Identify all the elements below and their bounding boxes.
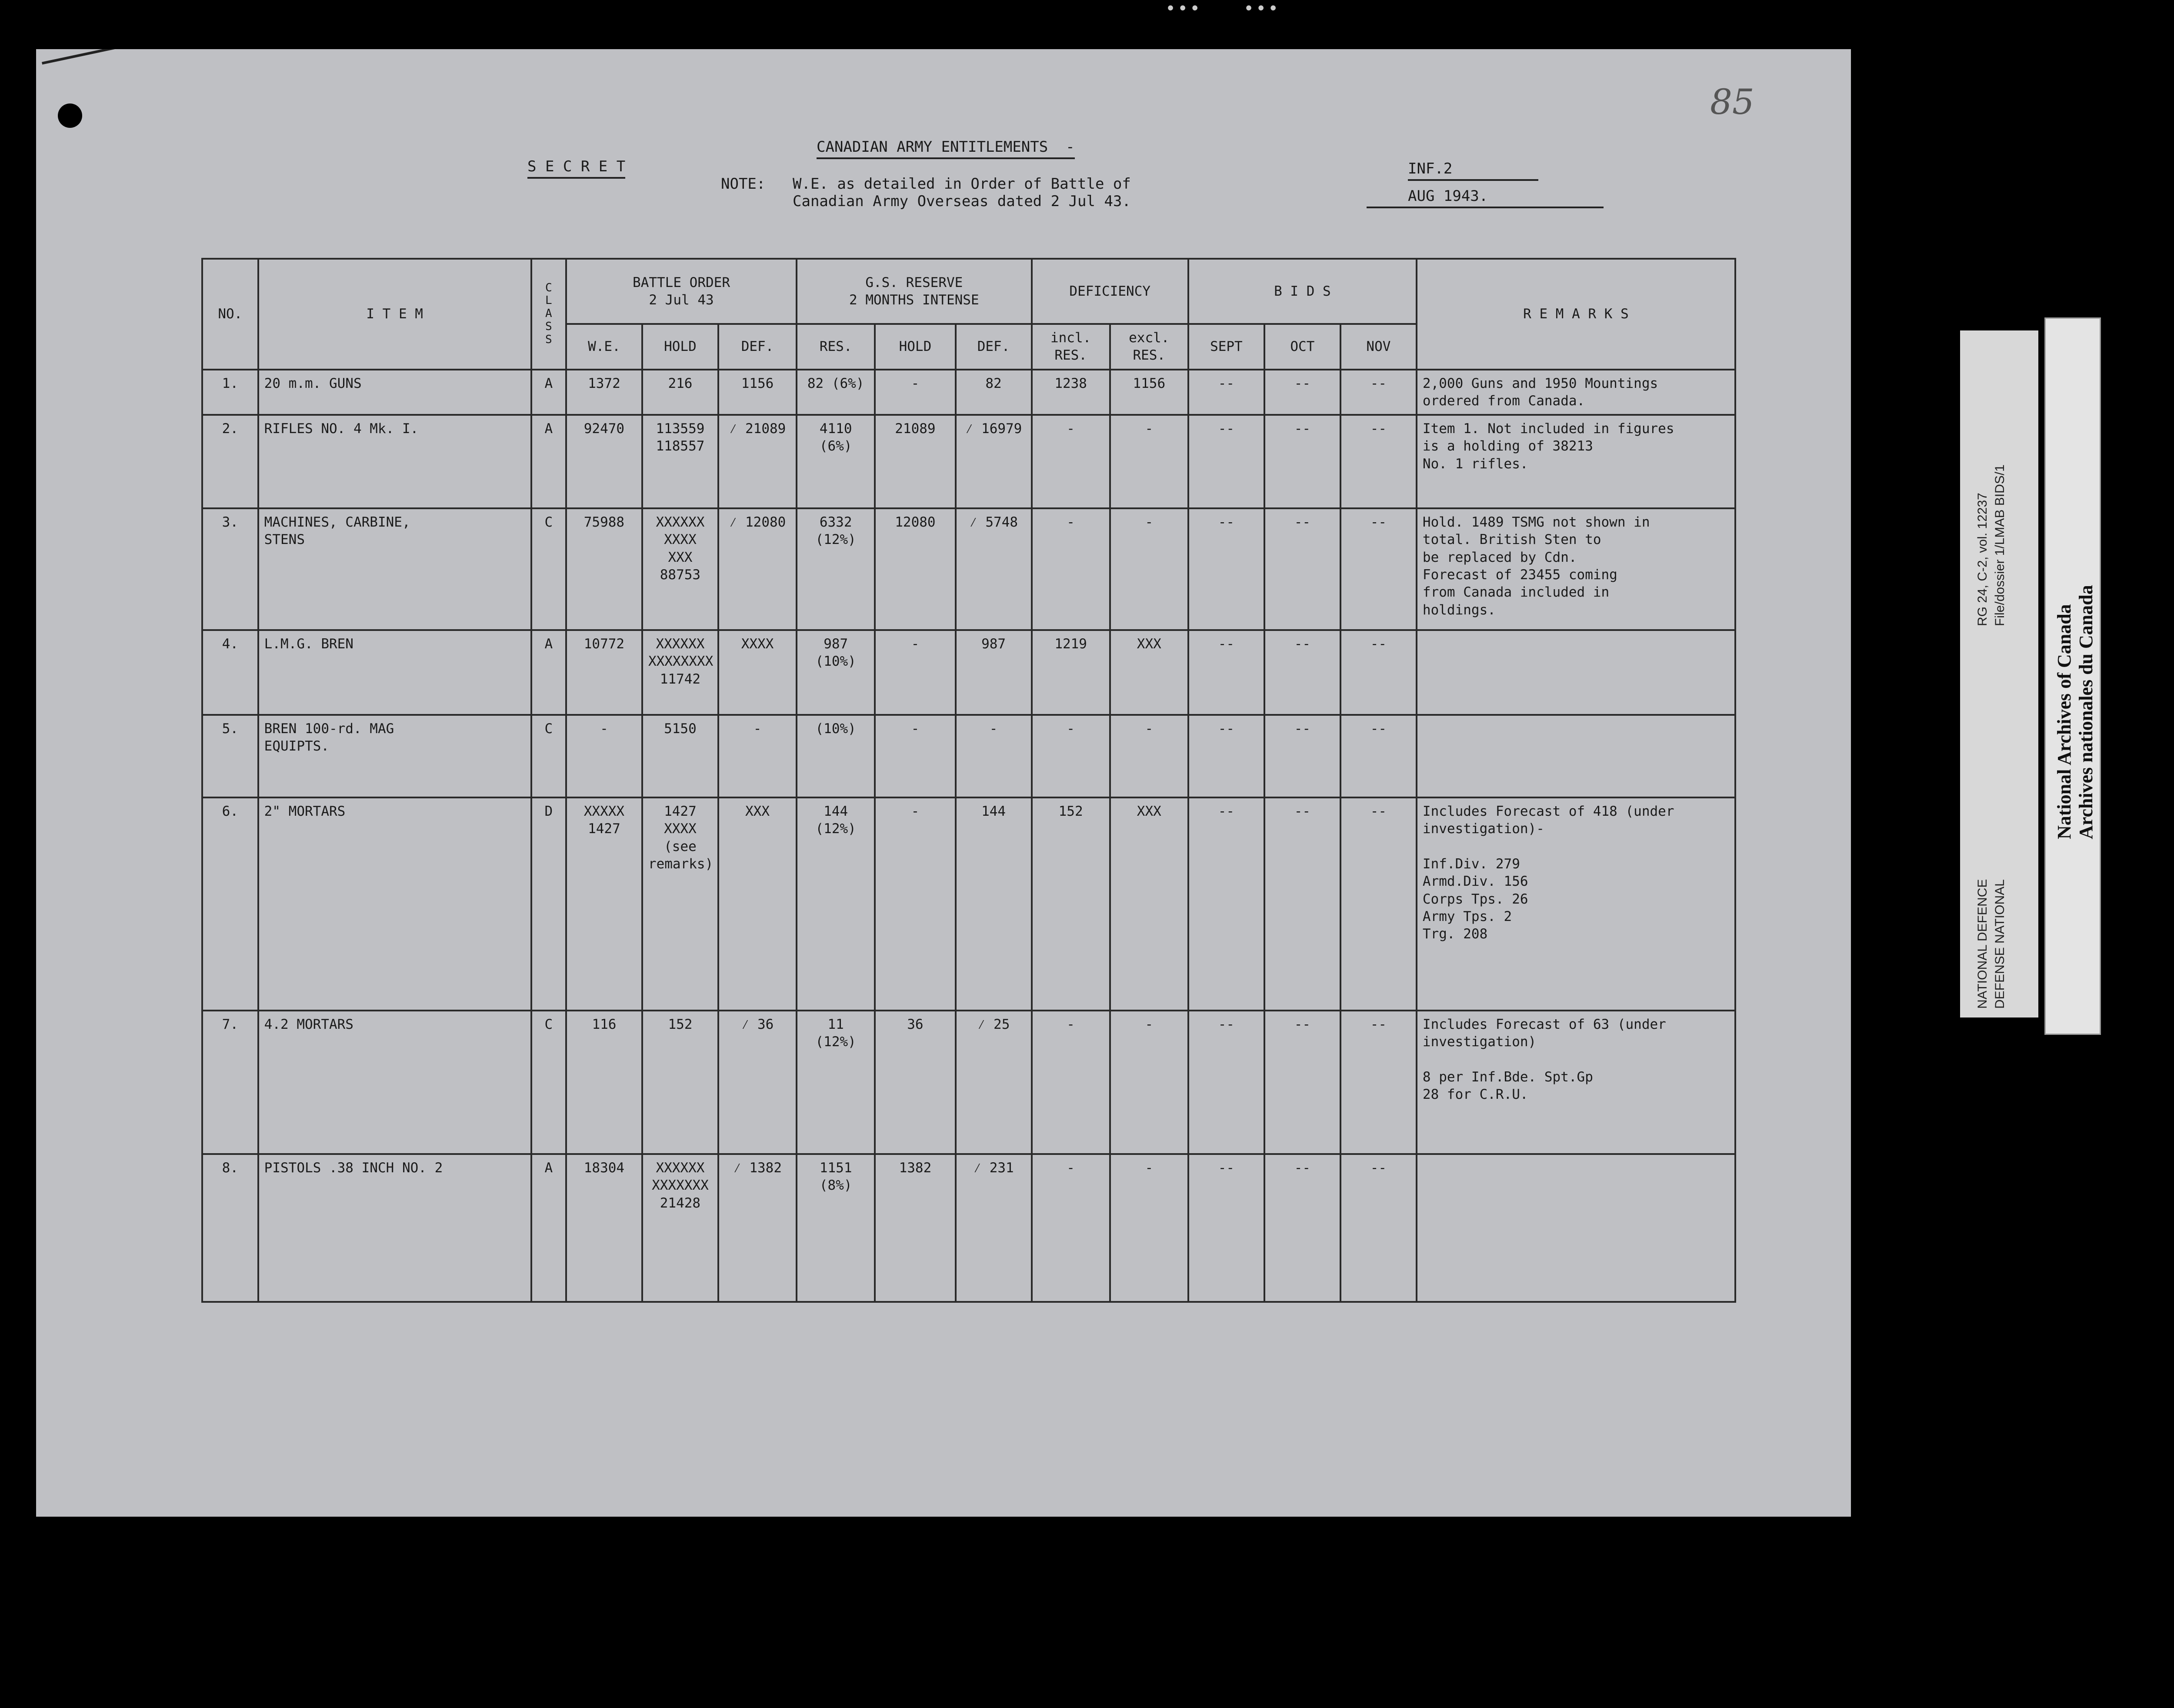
cell-bids-sept: -- (1188, 715, 1264, 797)
cell-deficiency-incl-res: - (1032, 715, 1110, 797)
cell-deficiency-excl-res: XXX (1110, 630, 1188, 715)
cell-reserve-def: ⁄ 5748 (956, 508, 1032, 630)
cell-class: D (531, 797, 566, 1011)
col-header-class: C L A S S (531, 259, 566, 370)
cell-bids-sept: -- (1188, 1154, 1264, 1302)
cell-deficiency-excl-res: - (1110, 508, 1188, 630)
col-header-item: I T E M (258, 259, 531, 370)
cell-battle-def: ⁄ 36 (718, 1011, 797, 1154)
cell-item-name: 4.2 MORTARS (258, 1011, 531, 1154)
cell-reserve-res: 1151 (8%) (797, 1154, 875, 1302)
cell-bids-nov: -- (1340, 415, 1417, 508)
table-row (202, 630, 1735, 715)
table-row (202, 370, 1735, 415)
corner-staple-mark (42, 49, 126, 99)
cell-bids-nov: -- (1340, 1154, 1417, 1302)
note-line-1: W.E. as detailed in Order of Battle of (793, 175, 1131, 193)
entitlements-table (201, 258, 1736, 1303)
top-mark-right: ••• (1244, 0, 1280, 19)
cell-reserve-def: ⁄ 25 (956, 1011, 1032, 1154)
cell-bids-nov: -- (1340, 1011, 1417, 1154)
stamp-line-2: Archives nationales du Canada (2075, 585, 2097, 839)
cell-bids-oct: -- (1264, 715, 1340, 797)
cell-deficiency-incl-res: - (1032, 415, 1110, 508)
cell-remarks: Hold. 1489 TSMG not shown in total. British Sten to be replaced by Cdn. Forecast of 23455 coming from Canada included in holdings. (1417, 508, 1735, 630)
cell-we: 75988 (566, 508, 642, 630)
cell-bids-sept: -- (1188, 508, 1264, 630)
col-header-nov: NOV (1340, 324, 1417, 370)
cell-reserve-res: 11 (12%) (797, 1011, 875, 1154)
cell-class: C (531, 715, 566, 797)
cell-reserve-def: 987 (956, 630, 1032, 715)
cell-we: 1372 (566, 370, 642, 415)
cell-remarks: Includes Forecast of 418 (under investigation)- Inf.Div. 279 Armd.Div. 156 Corps Tps. 26 Army Tps. 2 Trg. 208 (1417, 797, 1735, 1011)
cell-we: XXXXX 1427 (566, 797, 642, 1011)
col-header-deficiency: DEFICIENCY (1032, 259, 1188, 324)
col-header-excl-res: excl. RES. (1110, 324, 1188, 370)
cell-bids-oct: -- (1264, 797, 1340, 1011)
cell-reserve-hold: - (875, 370, 955, 415)
col-header-res-hold: HOLD (875, 324, 955, 370)
cell-reserve-hold: 1382 (875, 1154, 955, 1302)
cell-remarks (1417, 715, 1735, 797)
cell-row-number: 8. (202, 1154, 258, 1302)
cell-row-number: 1. (202, 370, 258, 415)
cell-bids-nov: -- (1340, 370, 1417, 415)
archive-dept-line-1: NATIONAL DEFENCE (1975, 879, 1990, 1009)
cell-bids-oct: -- (1264, 1011, 1340, 1154)
cell-battle-def: XXX (718, 797, 797, 1011)
cell-bids-oct: -- (1264, 370, 1340, 415)
cell-bids-sept: -- (1188, 797, 1264, 1011)
col-header-res-def: DEF. (956, 324, 1032, 370)
cell-deficiency-excl-res: - (1110, 415, 1188, 508)
cell-bids-nov: -- (1340, 508, 1417, 630)
cell-deficiency-incl-res: 152 (1032, 797, 1110, 1011)
cell-battle-def: ⁄ 12080 (718, 508, 797, 630)
cell-reserve-res: 6332 (12%) (797, 508, 875, 630)
cell-class: C (531, 1011, 566, 1154)
cell-bids-oct: -- (1264, 508, 1340, 630)
cell-deficiency-incl-res: 1238 (1032, 370, 1110, 415)
col-header-res: RES. (797, 324, 875, 370)
cell-reserve-hold: - (875, 715, 955, 797)
cell-item-name: BREN 100-rd. MAG EQUIPTS. (258, 715, 531, 797)
cell-row-number: 7. (202, 1011, 258, 1154)
cell-reserve-def: ⁄ 16979 (956, 415, 1032, 508)
col-header-we: W.E. (566, 324, 642, 370)
archive-ref-line-2: File/dossier 1/LMAB BIDS/1 (1993, 464, 2007, 626)
col-header-remarks: R E M A R K S (1417, 259, 1735, 370)
national-archives-stamp (2044, 317, 2101, 1035)
cell-battle-hold: XXXXXX XXXXXXXX 11742 (642, 630, 718, 715)
cell-battle-hold: 216 (642, 370, 718, 415)
col-header-battle-order: BATTLE ORDER 2 Jul 43 (566, 259, 797, 324)
cell-reserve-def: 144 (956, 797, 1032, 1011)
cell-reserve-res: 82 (6%) (797, 370, 875, 415)
cell-row-number: 4. (202, 630, 258, 715)
cell-deficiency-excl-res: - (1110, 1011, 1188, 1154)
cell-battle-hold: 113559 118557 (642, 415, 718, 508)
cell-deficiency-excl-res: - (1110, 1154, 1188, 1302)
cell-bids-oct: -- (1264, 630, 1340, 715)
col-header-no: NO. (202, 259, 258, 370)
cell-reserve-def: - (956, 715, 1032, 797)
cell-deficiency-excl-res: XXX (1110, 797, 1188, 1011)
cell-deficiency-excl-res: - (1110, 715, 1188, 797)
cell-reserve-res: (10%) (797, 715, 875, 797)
cell-reserve-res: 4110 (6%) (797, 415, 875, 508)
archive-reference-label (1960, 330, 2038, 1017)
note-label: NOTE: (721, 175, 766, 193)
cell-class: C (531, 508, 566, 630)
cell-item-name: PISTOLS .38 INCH NO. 2 (258, 1154, 531, 1302)
col-header-gs-reserve: G.S. RESERVE 2 MONTHS INTENSE (797, 259, 1031, 324)
cell-row-number: 3. (202, 508, 258, 630)
document-page (36, 49, 1851, 1517)
cell-reserve-def: 82 (956, 370, 1032, 415)
cell-class: A (531, 1154, 566, 1302)
cell-battle-def: XXXX (718, 630, 797, 715)
cell-remarks: Item 1. Not included in figures is a holding of 38213 No. 1 rifles. (1417, 415, 1735, 508)
cell-bids-sept: -- (1188, 1011, 1264, 1154)
cell-row-number: 2. (202, 415, 258, 508)
table-row (202, 797, 1735, 1011)
cell-battle-hold: 152 (642, 1011, 718, 1154)
cell-reserve-def: ⁄ 231 (956, 1154, 1032, 1302)
document-title: CANADIAN ARMY ENTITLEMENTS - (817, 138, 1075, 159)
cell-remarks: Includes Forecast of 63 (under investigation) 8 per Inf.Bde. Spt.Gp 28 for C.R.U. (1417, 1011, 1735, 1154)
col-header-sept: SEPT (1188, 324, 1264, 370)
cell-bids-oct: -- (1264, 415, 1340, 508)
cell-row-number: 5. (202, 715, 258, 797)
table-row (202, 1154, 1735, 1302)
note-line-2: Canadian Army Overseas dated 2 Jul 43. (793, 193, 1131, 210)
cell-row-number: 6. (202, 797, 258, 1011)
cell-reserve-hold: 36 (875, 1011, 955, 1154)
cell-class: A (531, 630, 566, 715)
cell-item-name: L.M.G. BREN (258, 630, 531, 715)
cell-reserve-hold: - (875, 630, 955, 715)
table-row (202, 1011, 1735, 1154)
cell-deficiency-incl-res: - (1032, 508, 1110, 630)
cell-reserve-hold: 12080 (875, 508, 955, 630)
cell-bids-sept: -- (1188, 630, 1264, 715)
col-header-oct: OCT (1264, 324, 1340, 370)
table-row (202, 508, 1735, 630)
cell-item-name: RIFLES NO. 4 Mk. I. (258, 415, 531, 508)
cell-class: A (531, 415, 566, 508)
cell-battle-hold: 5150 (642, 715, 718, 797)
cell-we: - (566, 715, 642, 797)
cell-battle-def: - (718, 715, 797, 797)
cell-item-name: 20 m.m. GUNS (258, 370, 531, 415)
col-header-hold: HOLD (642, 324, 718, 370)
col-header-incl-res: incl. RES. (1032, 324, 1110, 370)
cell-we: 18304 (566, 1154, 642, 1302)
cell-reserve-hold: 21089 (875, 415, 955, 508)
cell-we: 116 (566, 1011, 642, 1154)
col-header-def: DEF. (718, 324, 797, 370)
table-row (202, 415, 1735, 508)
cell-deficiency-incl-res: - (1032, 1011, 1110, 1154)
page-number-handwritten: 85 (1710, 82, 1754, 122)
cell-we: 92470 (566, 415, 642, 508)
stamp-line-1: National Archives of Canada (2054, 604, 2075, 839)
cell-battle-hold: 1427 XXXX (see remarks) (642, 797, 718, 1011)
cell-deficiency-incl-res: 1219 (1032, 630, 1110, 715)
archive-dept-line-2: DEFENSE NATIONAL (1993, 879, 2007, 1009)
cell-battle-def: ⁄ 21089 (718, 415, 797, 508)
cell-bids-nov: -- (1340, 630, 1417, 715)
cell-reserve-res: 144 (12%) (797, 797, 875, 1011)
top-mark-left: ••• (1165, 0, 1202, 19)
cell-bids-sept: -- (1188, 415, 1264, 508)
cell-bids-nov: -- (1340, 715, 1417, 797)
col-header-bids: B I D S (1188, 259, 1417, 324)
punch-hole (58, 103, 82, 128)
cell-we: 10772 (566, 630, 642, 715)
cell-bids-nov: -- (1340, 797, 1417, 1011)
reference-number: INF.2 (1408, 160, 1538, 181)
cell-battle-hold: XXXXXX XXXX XXX 88753 (642, 508, 718, 630)
cell-reserve-res: 987 (10%) (797, 630, 875, 715)
cell-battle-hold: XXXXXX XXXXXXX 21428 (642, 1154, 718, 1302)
cell-bids-oct: -- (1264, 1154, 1340, 1302)
cell-remarks: 2,000 Guns and 1950 Mountings ordered from Canada. (1417, 370, 1735, 415)
document-date: AUG 1943. (1367, 187, 1604, 208)
cell-bids-sept: -- (1188, 370, 1264, 415)
secret-label: S E C R E T (527, 158, 625, 179)
cell-class: A (531, 370, 566, 415)
cell-remarks (1417, 630, 1735, 715)
cell-item-name: 2" MORTARS (258, 797, 531, 1011)
archive-ref-line-1: RG 24, C-2, vol. 12237 (1975, 493, 1990, 626)
cell-remarks (1417, 1154, 1735, 1302)
cell-reserve-hold: - (875, 797, 955, 1011)
cell-deficiency-incl-res: - (1032, 1154, 1110, 1302)
cell-battle-def: 1156 (718, 370, 797, 415)
cell-item-name: MACHINES, CARBINE, STENS (258, 508, 531, 630)
table-row (202, 715, 1735, 797)
cell-deficiency-excl-res: 1156 (1110, 370, 1188, 415)
cell-battle-def: ⁄ 1382 (718, 1154, 797, 1302)
